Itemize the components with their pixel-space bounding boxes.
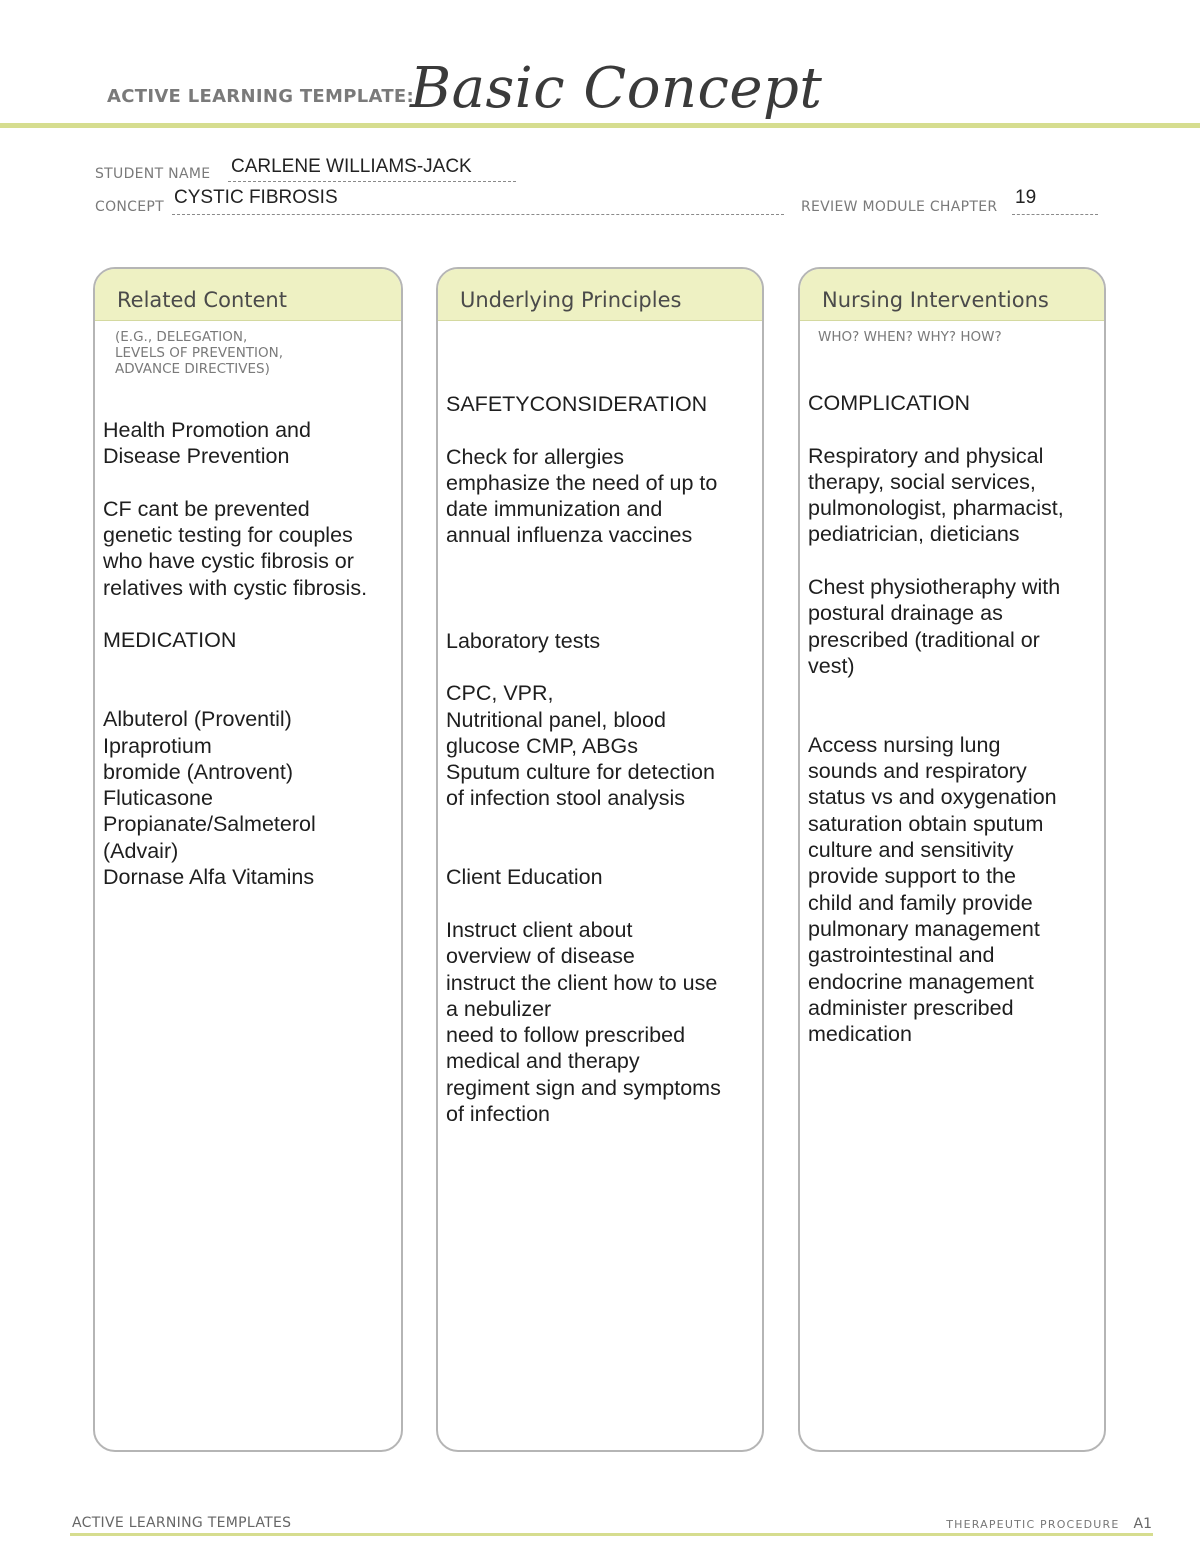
footer-page-number: A1	[1133, 1516, 1152, 1532]
header-divider	[0, 123, 1200, 128]
underlying-principles-panel	[436, 267, 764, 1452]
concept-field[interactable]: CYSTIC FIBROSIS	[174, 187, 338, 208]
student-name-field[interactable]: CARLENE WILLIAMS-JACK	[231, 156, 472, 177]
nursing-interventions-heading: Nursing Interventions	[800, 269, 1104, 321]
nursing-interventions-panel	[798, 267, 1106, 1452]
footer-category	[946, 1516, 1152, 1532]
related-content-text[interactable]: Health Promotion and Disease Prevention CF cant be prevented genetic testing for couples who have cystic fibrosis or relatives with cystic fibrosis. MEDICATION Albuterol (Proventil) Ipraprotium bromide (Antrovent) Fluticasone Propianate/Salmeterol (Advair) Dornase Alfa Vitamins	[103, 418, 368, 890]
template-label: ACTIVE LEARNING TEMPLATE:	[107, 86, 414, 107]
underlying-principles-text[interactable]: SAFETYCONSIDERATION Check for allergies emphasize the need of up to date immunization and annual influenza vaccines Laboratory tests CPC, VPR, Nutritional panel, blood glucose CMP, ABGs Sputum culture for detection of infection stool analysis Client Education Instruct client about overview of disease instruct the client how to use a nebulizer need to follow prescribed medical and therapy regiment sign and symptoms of infection	[446, 392, 721, 1127]
concept-label: CONCEPT	[95, 199, 164, 215]
page-title: Basic Concept	[410, 56, 823, 121]
related-content-heading: Related Content	[95, 269, 401, 321]
concept-line	[172, 214, 784, 215]
footer-divider	[70, 1533, 1153, 1536]
student-name-line	[228, 181, 516, 182]
review-chapter-label: REVIEW MODULE CHAPTER	[801, 199, 998, 215]
footer-procedure: THERAPEUTIC PROCEDURE	[946, 1518, 1120, 1531]
student-name-label: STUDENT NAME	[95, 166, 211, 182]
nursing-interventions-text[interactable]: COMPLICATION Respiratory and physical therapy, social services, pulmonologist, pharmacist, pediatrician, dieticians Chest physiotheraphy with postural drainage as prescribed (traditional or vest) Access nursing lung sounds and respiratory status vs and oxygenation saturation obtain sputum culture and sensitivity provide support to the child and family provide pulmonary management gastrointestinal and endocrine management administer prescribed medication	[808, 391, 1064, 1047]
related-content-panel	[93, 267, 403, 1452]
review-chapter-field[interactable]: 19	[1015, 187, 1037, 208]
review-chapter-line	[1012, 214, 1098, 215]
related-content-hint: (E.G., DELEGATION, LEVELS OF PREVENTION, ADVANCE DIRECTIVES)	[115, 329, 284, 377]
nursing-interventions-hint: WHO? WHEN? WHY? HOW?	[818, 329, 1002, 345]
underlying-principles-heading: Underlying Principles	[438, 269, 762, 321]
footer-series: ACTIVE LEARNING TEMPLATES	[72, 1515, 292, 1531]
